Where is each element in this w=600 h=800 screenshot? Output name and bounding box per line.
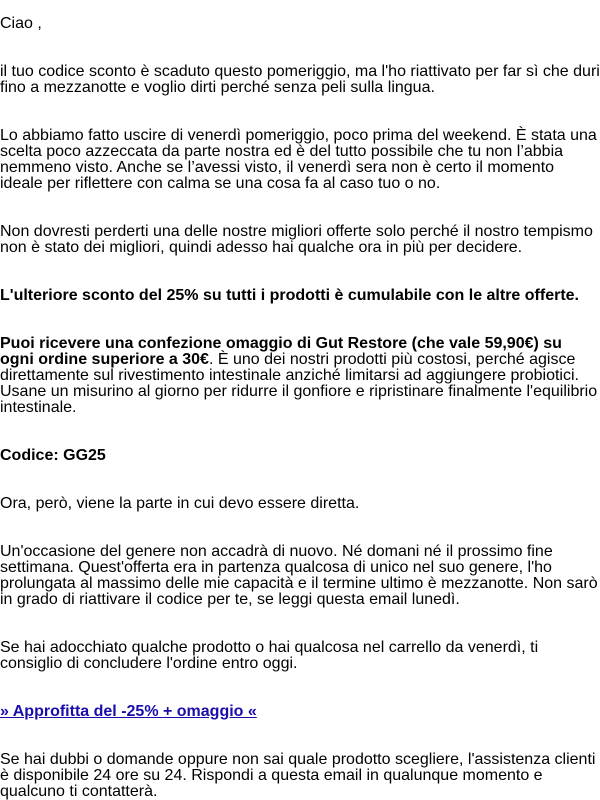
text-line: Lo abbiamo fatto uscire di venerdì pomeriggio, poco prima del weekend. È stata una xyxy=(0,127,597,144)
text-line: Se hai dubbi o domande oppure non sai quale prodotto scegliere, l'assistenza clienti xyxy=(0,751,596,768)
text-line: Usane un misurino al giorno per ridurre il gonfiore e ripristinare finalmente l'equilibrio xyxy=(0,383,598,400)
text-line: Se hai adocchiato qualche prodotto o hai qualcosa nel carrello da venerdì, ti xyxy=(0,639,539,656)
text-line: intestinale. xyxy=(0,399,77,416)
paragraph-cart-advice xyxy=(0,640,600,672)
paragraph-code-reactivated xyxy=(0,64,600,96)
text-line: Un'occasione del genere non accadrà di nuovo. Né domani né il prossimo fine xyxy=(0,543,553,560)
text-line: qualcuno ti contatterà. xyxy=(0,783,158,800)
text-line: consiglio di concludere l'ordine entro oggi. xyxy=(0,655,298,672)
text-line: direttamente sul rivestimento intestinale anziché limitarsi ad aggiungere probiotici. xyxy=(0,367,579,384)
bold-text: ogni ordine superiore a 30€ xyxy=(0,351,209,368)
paragraph-extra-time xyxy=(0,224,600,256)
paragraph-direct xyxy=(0,496,600,512)
discount-code-text: Codice: GG25 xyxy=(0,447,106,464)
paragraph-discount-stackable xyxy=(0,288,600,304)
text-line: L'ulteriore sconto del 25% su tutti i prodotti è cumulabile con le altre offerte. xyxy=(0,287,579,304)
text-line: Non dovresti perderti una delle nostre migliori offerte solo perché il nostro tempismo xyxy=(0,223,593,240)
text-line: prolungata al massimo delle mie capacità e il termine ultimo è mezzanotte. Non sarò xyxy=(0,575,598,592)
text-line: Ora, però, viene la parte in cui devo essere diretta. xyxy=(0,495,360,512)
text-line xyxy=(0,352,600,368)
discount-code xyxy=(0,448,600,464)
text-line: fino a mezzanotte e voglio dirti perché senza peli sulla lingua. xyxy=(0,79,435,96)
greeting xyxy=(0,16,600,32)
greeting-text: Ciao , xyxy=(0,15,42,32)
paragraph-friday-launch xyxy=(0,128,600,192)
cta-container xyxy=(0,704,600,720)
text-line: ideale per riflettere con calma se una cosa fa al caso tuo o no. xyxy=(0,175,441,192)
text-line: il tuo codice sconto è scaduto questo pomeriggio, ma l'ho riattivato per far sì che duri xyxy=(0,63,600,80)
text-line: è disponibile 24 ore su 24. Rispondi a questa email in qualunque momento e xyxy=(0,767,543,784)
text-fragment: . È uno dei nostri prodotti più costosi, perché agisce xyxy=(208,351,576,368)
text-line: non è stato dei migliori, quindi adesso hai qualche ora in più per decidere. xyxy=(0,239,523,256)
text-line: Puoi ricevere una confezione omaggio di Gut Restore (che vale 59,90€) su xyxy=(0,335,562,352)
cta-link[interactable]: » Approfitta del -25% + omaggio « xyxy=(0,703,257,720)
paragraph-support xyxy=(0,752,600,800)
text-line: nemmeno visto. Anche se l’avessi visto, il venerdì sera non è certo il momento xyxy=(0,159,555,176)
text-line: scelta poco azzeccata da parte nostra ed è del tutto possibile che tu non l’abbia xyxy=(0,143,564,160)
text-line: in grado di riattivare il codice per te, se leggi questa email lunedì. xyxy=(0,591,460,608)
text-line: settimana. Quest'offerta era in partenza qualcosa di unico nel suo genere, l'ho xyxy=(0,559,552,576)
paragraph-free-gift xyxy=(0,336,600,416)
paragraph-deadline xyxy=(0,544,600,608)
